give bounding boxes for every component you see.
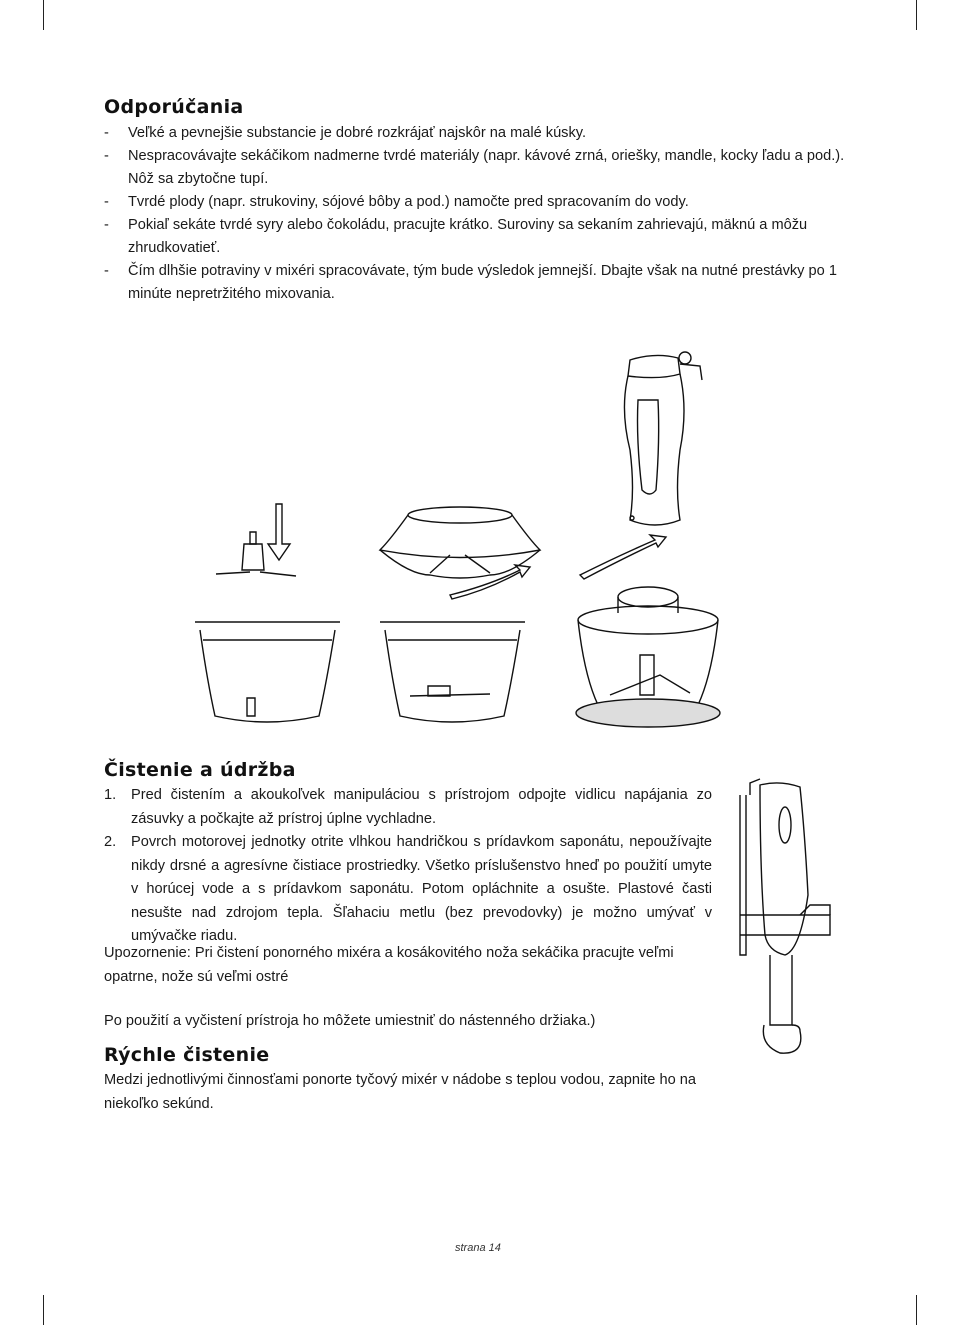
bowl-illustration-2 [380,620,525,725]
quick-cleaning-heading: Rýchle čistenie [104,1044,270,1066]
recommendations-list [104,122,874,306]
list-item: 2. Povrch motorovej jednotky otrite vlhkou handričkou s prídavkom saponátu, nepoužívajte nikdy drsné a agresívne čistiace prostriedky. Všetko príslušenstvo hneď po použití umyte v horúcej vode a s prídavkom saponátu. Potom opláchnite a osušte. Plastové časti nesušte nad zdrojom tepla. Šľahaciu metlu (bez prevodovky) je možno umývať v umývačke riadu. [104,834,712,944]
cleaning-list [104,784,712,949]
recommendations-heading: Odporúčania [104,96,244,118]
crop-mark-left [43,0,44,30]
wall-holder-illustration [730,775,840,1065]
page-number: strana 14 [455,1242,501,1254]
list-item: - Čím dlhšie potraviny v mixéri spracovávate, tým bude výsledok jemnejší. Dbajte však na nutné prestávky po 1 minúte nepretržitého mixovania. [104,263,837,302]
cleaning-warning: Upozornenie: Pri čistení ponorného mixéra a kosákovitého noža sekáčika pracujte veľmi opatrne, nože sú veľmi ostré [104,945,674,985]
crop-mark-left-bottom [43,1295,44,1325]
list-item: - Tvrdé plody (napr. strukoviny, sójové bôby a pod.) namočte pred spracovaním do vody. [104,194,689,210]
chopper-assembled-illustration [570,575,725,730]
bowl-illustration-1 [195,620,340,725]
blade-insert-illustration [210,500,310,590]
list-item: 1. Pred čistením a akoukoľvek manipuláciou s prístrojom odpojte vidlicu napájania zo zásuvky a počkajte až prístroj úplne vychladne. [104,787,712,827]
cleaning-heading: Čistenie a údržba [104,759,296,781]
list-item: - Pokiaľ sekáte tvrdé syry alebo čokoládu, pracujte krátko. Suroviny sa sekaním zahrievajú, mäknú a môžu zhrudkovatieť. [104,217,808,256]
crop-mark-right-bottom [916,1295,917,1325]
storage-note: Po použití a vyčistení prístroja ho môžete umiestniť do nástenného držiaka.) [104,1013,596,1029]
crop-mark-right [916,0,917,30]
list-item: - Veľké a pevnejšie substancie je dobré rozkrájať najskôr na malé kúsky. [104,125,587,141]
quick-cleaning-text: Medzi jednotlivými činnosťami ponorte tyčový mixér v nádobe s teplou vodou, zapnite ho na niekoľko sekúnd. [104,1072,696,1112]
list-item: - Nespracovávajte sekáčikom nadmerne tvrdé materiály (napr. kávové zrná, oriešky, mandle, kocky ľadu a pod.). Nôž sa zbytočne tupí. [104,148,845,187]
